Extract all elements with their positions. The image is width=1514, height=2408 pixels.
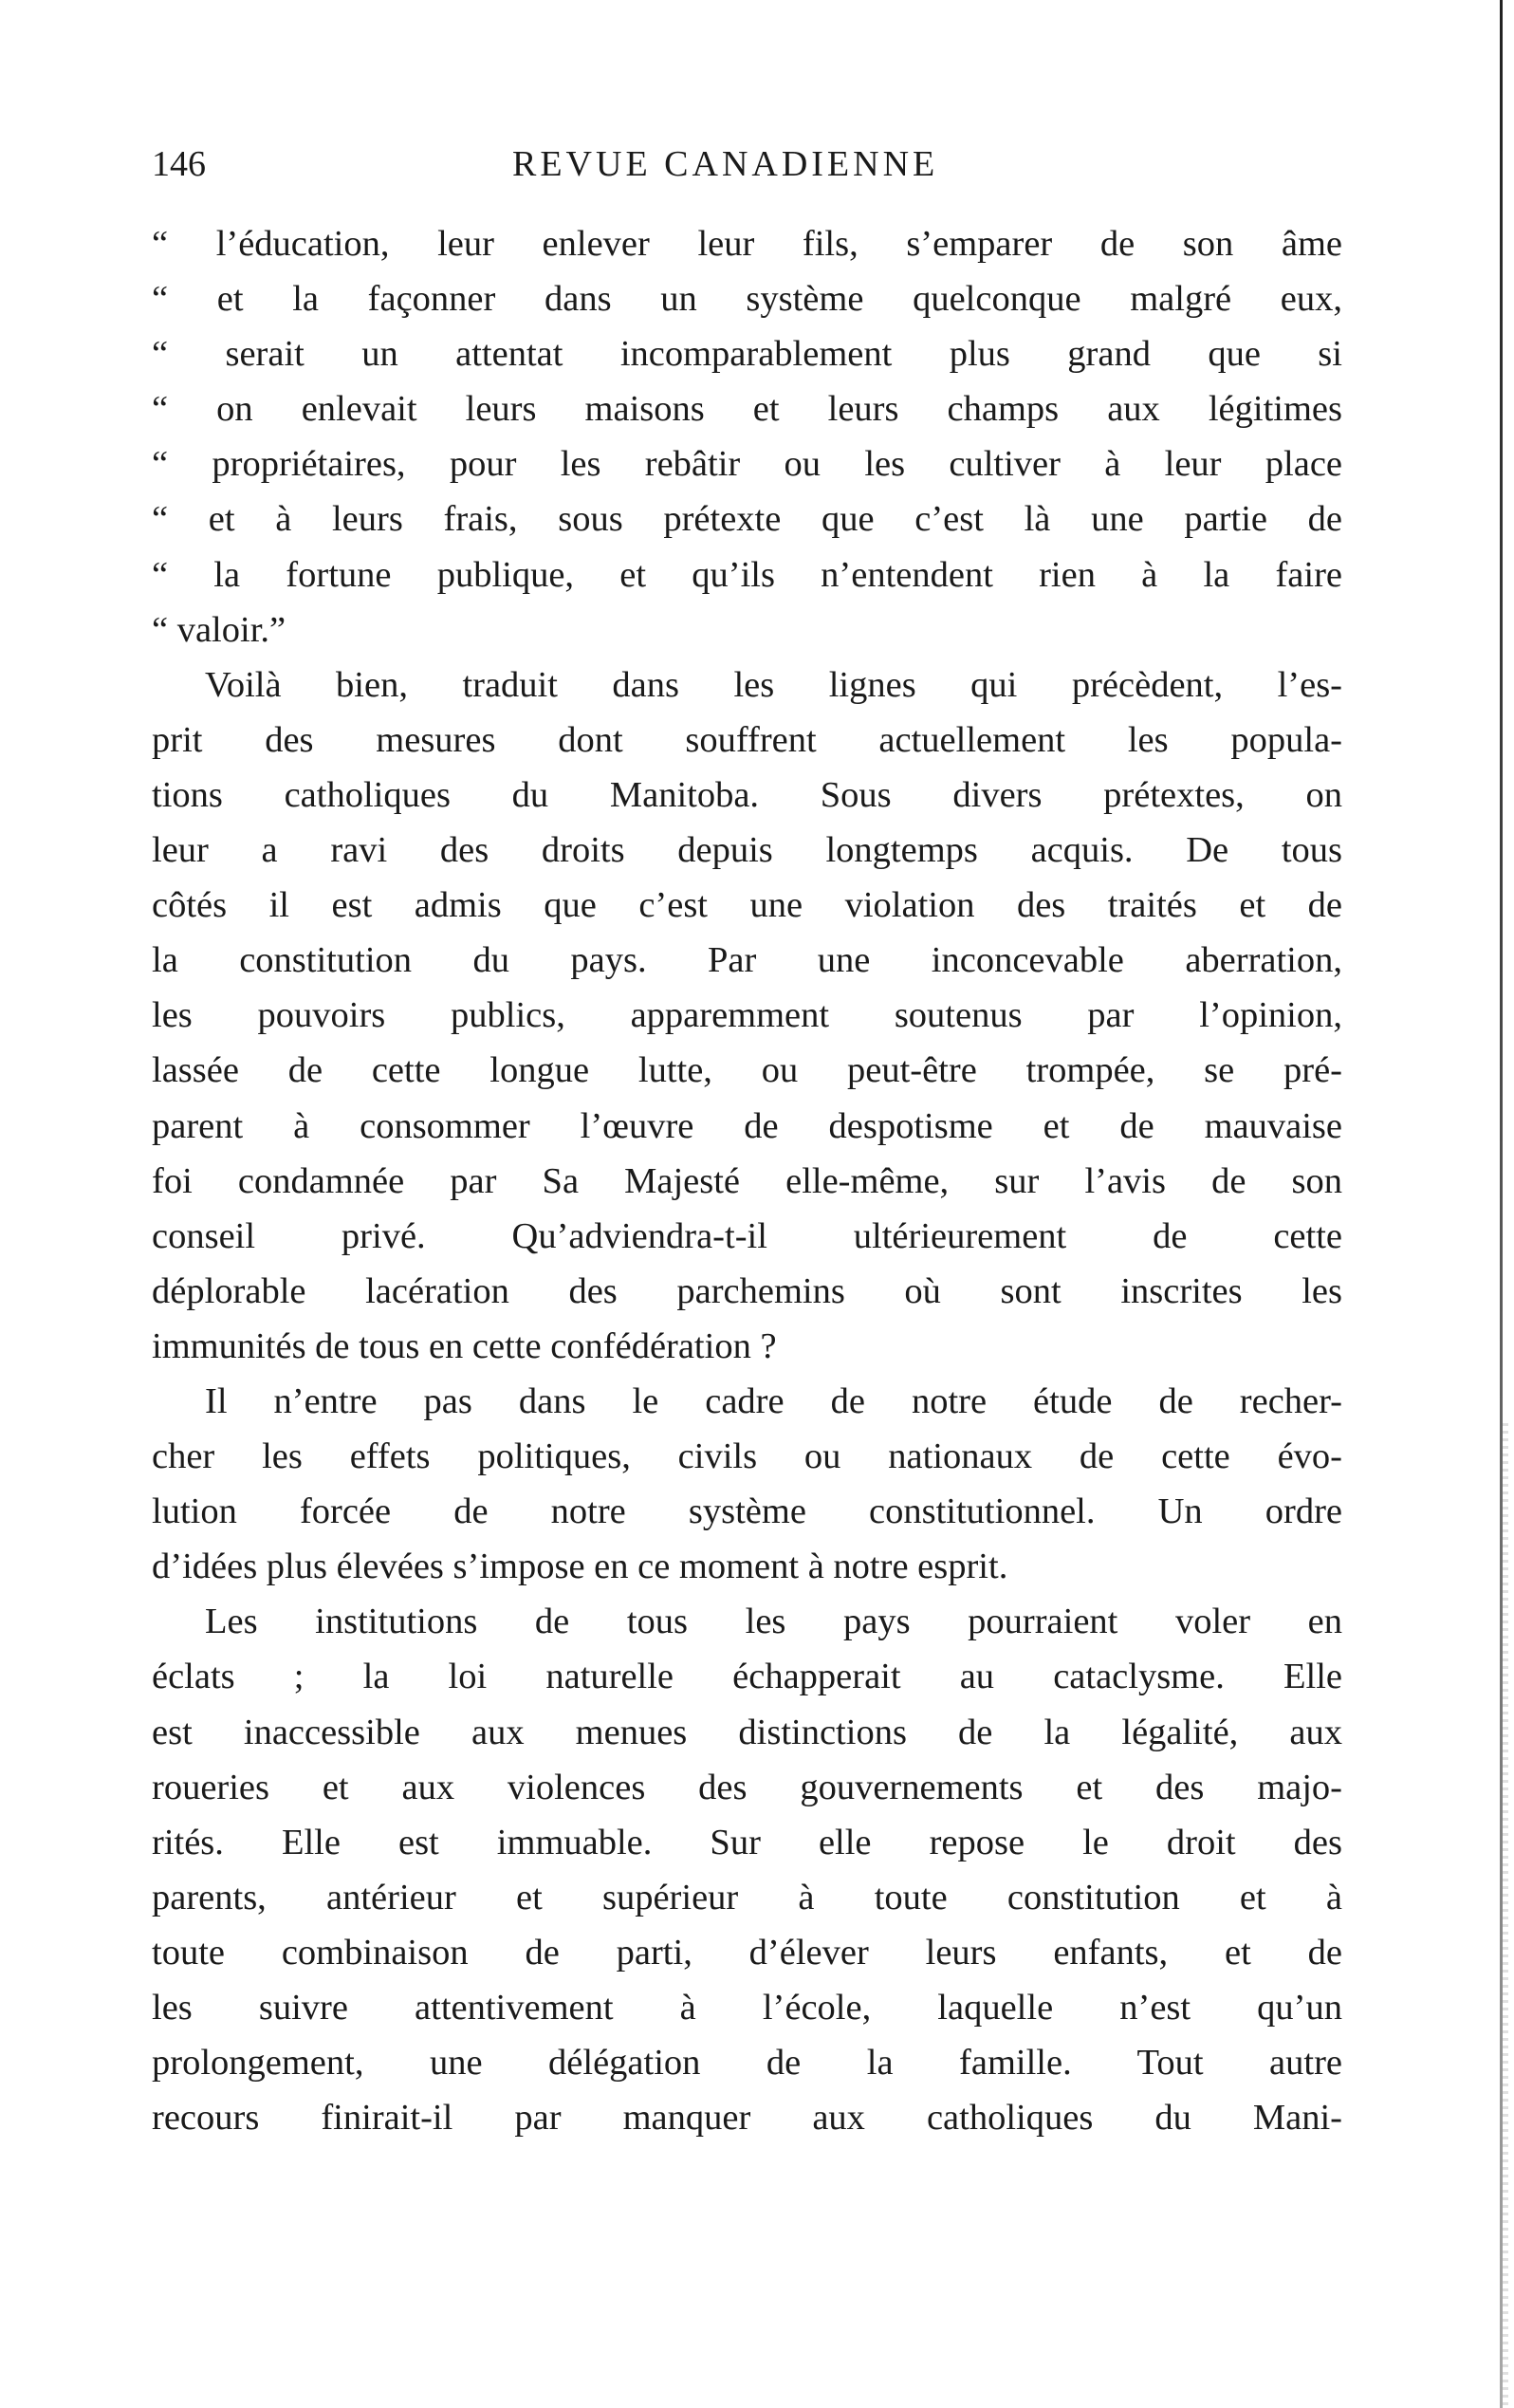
text-line: Les institutions de tous les pays pourraient voler en — [205, 1602, 1342, 1642]
text-line: rités. Elle est immuable. Sur elle repose le droit des — [152, 1822, 1342, 1862]
text-line: les pouvoirs publics, apparemment soutenus par l’opinion, — [152, 995, 1342, 1036]
text-line: recours finirait-il par manquer aux catholiques du Mani- — [152, 2098, 1342, 2139]
text-line: est inaccessible aux menues distinctions de la légalité, aux — [152, 1712, 1342, 1752]
text-line: les suivre attentivement à l’école, laquelle n’est qu’un — [152, 1988, 1342, 2028]
text-line: toute combinaison de parti, d’élever leurs enfants, et de — [152, 1932, 1342, 1973]
page-header — [152, 140, 1345, 188]
body-text — [152, 216, 1342, 2145]
text-line: côtés il est admis que c’est une violation des traités et de — [152, 885, 1342, 926]
text-line: d’idées plus élevées s’impose en ce moment à notre esprit. — [152, 1547, 1008, 1587]
text-line: “ serait un attentat incomparablement plus grand que si — [152, 334, 1342, 375]
text-line: tions catholiques du Manitoba. Sous divers prétextes, on — [152, 774, 1342, 815]
text-line: lassée de cette longue lutte, ou peut-être trompée, se pré- — [152, 1050, 1342, 1091]
text-line: immunités de tous en cette confédération ? — [152, 1325, 777, 1366]
page-number: 146 — [152, 144, 206, 184]
text-line: roueries et aux violences des gouvernements et des majo- — [152, 1767, 1342, 1807]
text-line: prit des mesures dont souffrent actuellement les popula- — [152, 719, 1342, 760]
text-line: “ on enlevait leurs maisons et leurs champs aux légitimes — [152, 389, 1342, 430]
text-line: leur a ravi des droits depuis longtemps acquis. De tous — [152, 830, 1342, 871]
text-line: lution forcée de notre système constitutionnel. Un ordre — [152, 1491, 1342, 1532]
text-line: “ propriétaires, pour les rebâtir ou les cultiver à leur place — [152, 444, 1342, 485]
text-line: Voilà bien, traduit dans les lignes qui précèdent, l’es- — [205, 664, 1342, 705]
text-line: “ et à leurs frais, sous prétexte que c’est là une partie de — [152, 499, 1342, 540]
text-line: “ valoir.” — [152, 609, 286, 650]
text-line: cher les effets politiques, civils ou nationaux de cette évo- — [152, 1436, 1342, 1477]
text-line: foi condamnée par Sa Majesté elle-même, sur l’avis de son — [152, 1160, 1342, 1201]
text-line: “ l’éducation, leur enlever leur fils, s’emparer de son âme — [152, 224, 1342, 264]
text-line: “ la fortune publique, et qu’ils n’entendent rien à la faire — [152, 554, 1342, 595]
text-line: Il n’entre pas dans le cadre de notre étude de recher- — [205, 1380, 1342, 1421]
text-line: parents, antérieur et supérieur à toute constitution et à — [152, 1877, 1342, 1917]
running-title: REVUE CANADIENNE — [512, 144, 939, 184]
text-line: “ et la façonner dans un système quelconque malgré eux, — [152, 279, 1342, 320]
text-line: conseil privé. Qu’adviendra-t-il ultérieurement de cette — [152, 1215, 1342, 1256]
text-line: éclats ; la loi naturelle échapperait au cataclysme. Elle — [152, 1657, 1342, 1697]
text-line: déplorable lacération des parchemins où sont inscrites les — [152, 1270, 1342, 1311]
text-line: prolongement, une délégation de la famille. Tout autre — [152, 2043, 1342, 2084]
text-line: la constitution du pays. Par une inconcevable aberration, — [152, 940, 1342, 981]
page-edge-shadow — [1503, 1423, 1508, 2408]
text-line: parent à consommer l’œuvre de despotisme et de mauvaise — [152, 1105, 1342, 1146]
